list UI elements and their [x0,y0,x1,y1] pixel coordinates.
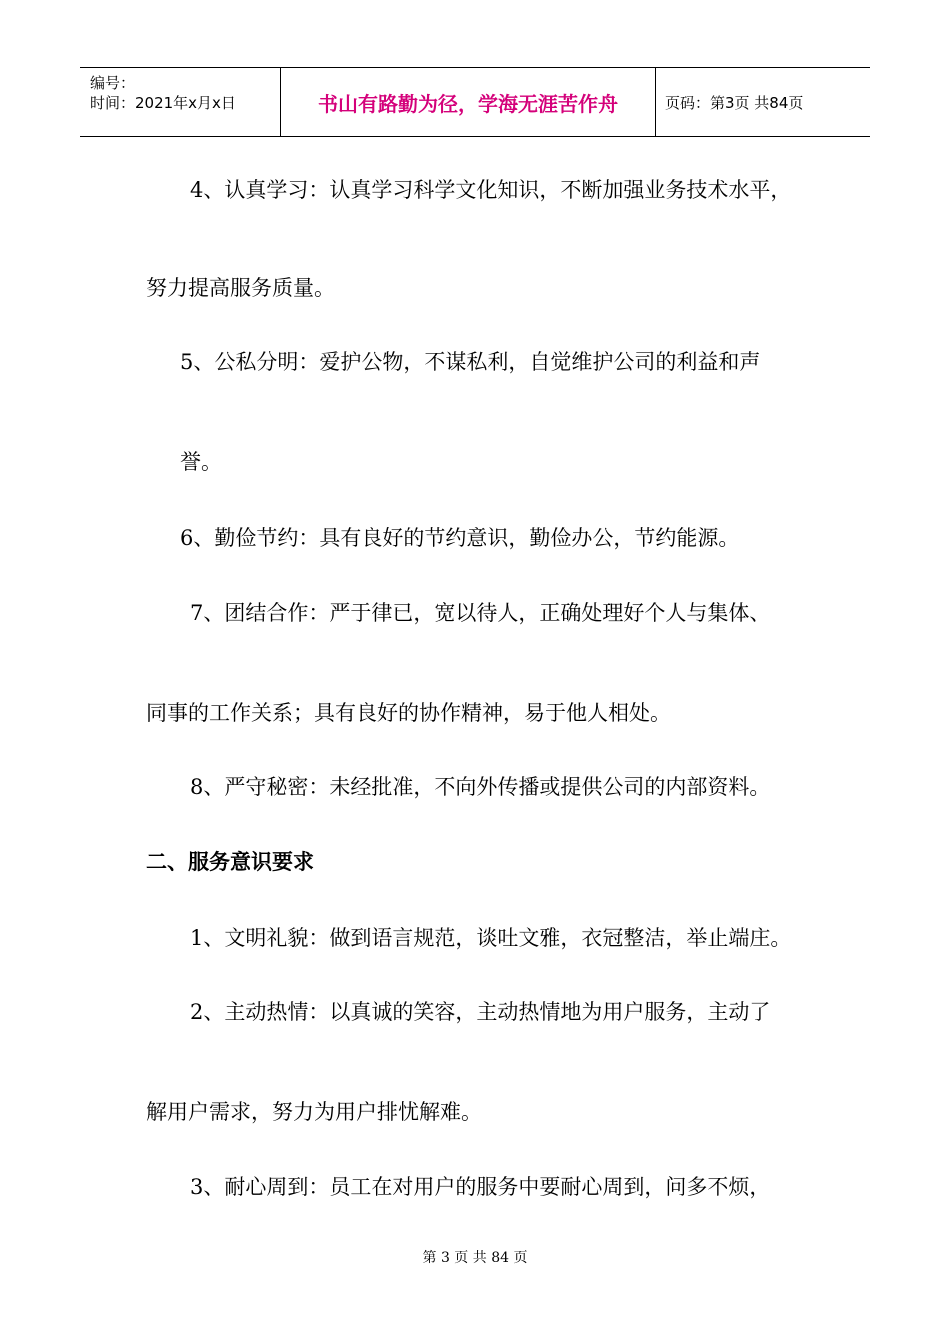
header-page-info: 页码：第3页 共84页 [665,93,804,112]
body-line: 解用户需求，努力为用户排忧解难。 [146,1100,482,1124]
body-line: 2、主动热情：以真诚的笑容，主动热情地为用户服务，主动了 [190,1000,771,1024]
document-number-label: 编号： [90,74,136,92]
header-meta [80,68,280,136]
body-line: 努力提高服务质量。 [146,276,335,300]
body-line: 1、文明礼貌：做到语言规范，谈吐文雅，衣冠整洁，举止端庄。 [190,926,792,950]
header-motto-cell [280,68,656,136]
body-line: 8、严守秘密：未经批准，不向外传播或提供公司的内部资料。 [190,775,771,799]
body-line: 5、公私分明：爱护公物，不谋私利，自觉维护公司的利益和声 [180,350,761,374]
body-line: 6、勤俭节约：具有良好的节约意识，勤俭办公，节约能源。 [180,526,740,550]
header-page-cell [655,68,870,136]
body-line: 同事的工作关系；具有良好的协作精神，易于他人相处。 [146,701,671,725]
body-line: 3、耐心周到：员工在对用户的服务中要耐心周到，问多不烦， [190,1175,771,1199]
body-line: 7、团结合作：严于律已，宽以待人，正确处理好个人与集体、 [190,601,771,625]
section-heading: 二、服务意识要求 [146,850,314,874]
document-time-label: 时间：2021年x月x日 [90,94,236,112]
page-header [80,67,870,137]
body-line: 誉。 [180,450,222,474]
header-motto: 书山有路勤为径，学海无涯苦作舟 [318,91,618,116]
body-line: 4、认真学习：认真学习科学文化知识，不断加强业务技术水平， [190,178,792,202]
page-footer: 第 3 页 共 84 页 [422,1250,528,1266]
